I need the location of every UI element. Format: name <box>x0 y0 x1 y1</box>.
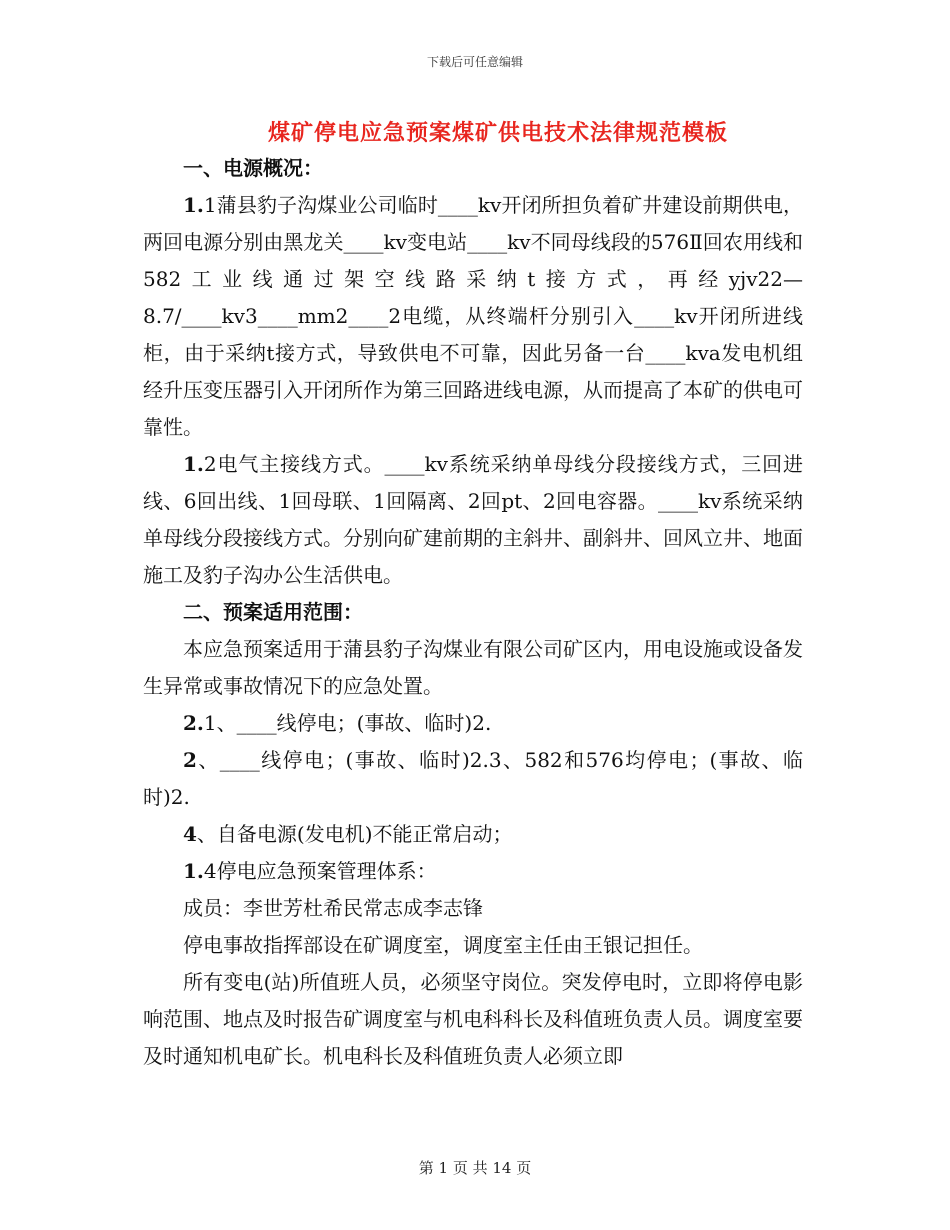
paragraph-1-1 <box>143 187 803 446</box>
paragraph-text: 所有变电(站)所值班人员，必须坚守岗位。突发停电时，立即将停电影响范围、地点及时报告矿调度室与机电科科长及科值班负责人员。调度室要及时通知机电矿长。机电科长及科值班负责人必须立即 <box>143 970 803 1068</box>
section-heading-scope: 二、预案适用范围： <box>183 600 363 624</box>
paragraph-2-4 <box>143 816 803 853</box>
paragraph-text: 1、____线停电；(事故、临时)2. <box>203 711 492 735</box>
paragraph-1-2 <box>143 446 803 594</box>
paragraph-members <box>143 890 803 927</box>
page-footer: 第 1 页 共 14 页 <box>418 1159 532 1177</box>
page-header: 下载后可任意编辑 <box>426 55 523 69</box>
paragraph-number: 2. <box>183 711 204 735</box>
paragraph-text: 2电气主接线方式。____kv系统采纳单母线分段接线方式，三回进线、6回出线、1回母联、1回隔离、2回pt、2回电容器。____kv系统采纳单母线分段接线方式。分别向矿建前期的主斜井、副斜井、回风立井、地面施工及豹子沟办公生活供电。 <box>143 452 803 587</box>
paragraph-text: 停电事故指挥部设在矿调度室，调度室主任由王银记担任。 <box>183 933 703 957</box>
paragraph-number: 2 <box>183 748 197 772</box>
paragraph-duty-staff <box>143 964 803 1075</box>
paragraph-text: 4停电应急预案管理体系： <box>203 859 437 883</box>
paragraph-text: 本应急预案适用于蒲县豹子沟煤业有限公司矿区内，用电设施或设备发生异常或事故情况下的应急处置。 <box>143 637 803 698</box>
paragraph-text: 、____线停电；(事故、临时)2.3、582和576均停电；(事故、临时)2. <box>143 748 803 809</box>
section-heading-power-overview: 一、电源概况： <box>183 156 323 180</box>
paragraph-number: 1. <box>183 859 204 883</box>
paragraph-text: 、自备电源(发电机)不能正常启动； <box>196 822 513 846</box>
paragraph-2-1 <box>143 705 803 742</box>
paragraph-number: 1. <box>183 452 204 476</box>
paragraph-number: 1. <box>183 193 204 217</box>
document-body <box>143 150 803 1075</box>
paragraph-text: 1蒲县豹子沟煤业公司临时____kv开闭所担负着矿井建设前期供电，两回电源分别由黑龙关____kv变电站____kv不同母线段的576Ⅱ回农用线和582工业线通过架空线路采纳t接方式，再经yjv22—8.7/____kv3____mm2____2电缆，从终端杆分别引入____kv开闭所进线柜，由于采纳t接方式，导致供电不可靠，因此另备一台____kva发电机组经升压变压器引入开闭所作为第三回路进线电源，从而提高了本矿的供电可靠性。 <box>143 193 803 439</box>
paragraph-scope <box>143 631 803 705</box>
document-title: 煤矿停电应急预案煤矿供电技术法律规范模板 <box>267 120 728 146</box>
paragraph-2-2 <box>143 742 803 816</box>
paragraph-command-center <box>143 927 803 964</box>
paragraph-1-4 <box>143 853 803 890</box>
paragraph-number: 4 <box>183 822 197 846</box>
paragraph-text: 成员：李世芳杜希民常志成李志锋 <box>183 896 483 920</box>
